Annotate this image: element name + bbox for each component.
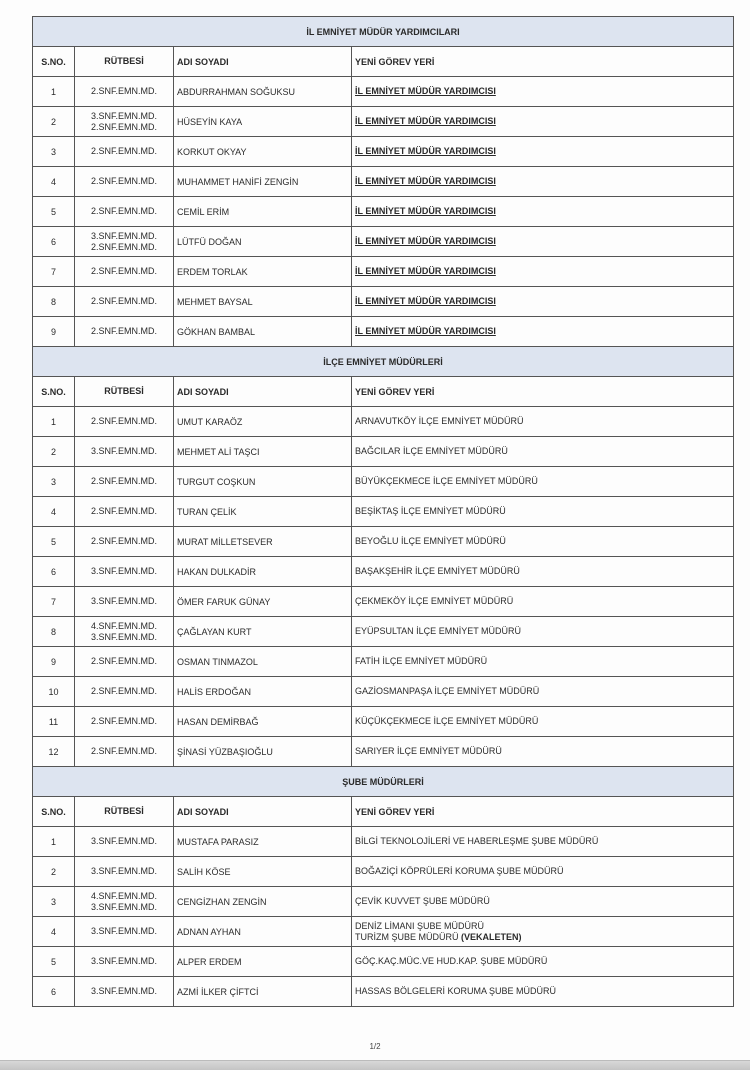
table-row: [33, 527, 734, 557]
column-header-row: [33, 377, 734, 407]
table-row: [33, 647, 734, 677]
name-cell: MURAT MİLLETSEVER: [174, 527, 352, 557]
rank-cell: [75, 287, 174, 317]
row-number: 6: [33, 977, 75, 1007]
name-cell: CEMİL ERİM: [174, 197, 352, 227]
column-header-name: ADI SOYADI: [174, 797, 352, 827]
row-number: 5: [33, 947, 75, 977]
destination-cell: [352, 107, 734, 137]
rank-cell: [75, 857, 174, 887]
table-row: [33, 887, 734, 917]
rank-value: 3.SNF.EMN.MD.: [90, 836, 157, 846]
table-row: [33, 257, 734, 287]
rank-cell: [75, 317, 174, 347]
table-row: [33, 77, 734, 107]
rank-value: 3.SNF.EMN.MD.: [90, 956, 157, 966]
table-row: [33, 677, 734, 707]
destination-cell: [352, 317, 734, 347]
table-row: [33, 737, 734, 767]
rank-value: 2.SNF.EMN.MD.: [90, 416, 157, 426]
rank-cell: [75, 107, 174, 137]
destination-text: İL EMNİYET MÜDÜR YARDIMCISI: [355, 236, 496, 246]
rank-cell: [75, 827, 174, 857]
table-row: [33, 977, 734, 1007]
row-number: 8: [33, 287, 75, 317]
name-cell: MUHAMMET HANİFİ ZENGİN: [174, 167, 352, 197]
row-number: 4: [33, 167, 75, 197]
page-number: 1/2: [369, 1042, 381, 1051]
destination-cell: [352, 977, 734, 1007]
rank-value: 2.SNF.EMN.MD.: [90, 536, 157, 546]
destination-text: BAĞCILAR İLÇE EMNİYET MÜDÜRÜ: [355, 446, 508, 456]
row-number: 5: [33, 527, 75, 557]
section-title: İL EMNİYET MÜDÜR YARDIMCILARI: [33, 17, 734, 47]
rank-value: 3.SNF.EMN.MD.: [90, 446, 157, 456]
rank-cell: [75, 557, 174, 587]
destination-text: DENİZ LİMANI ŞUBE MÜDÜRÜ: [355, 920, 485, 931]
destination-text: BAŞAKŞEHİR İLÇE EMNİYET MÜDÜRÜ: [355, 566, 520, 576]
table-row: [33, 437, 734, 467]
destination-text-2: [355, 932, 730, 943]
destination-cell: [352, 947, 734, 977]
name-cell: AZMİ İLKER ÇİFTCİ: [174, 977, 352, 1007]
row-number: 4: [33, 497, 75, 527]
rank-value: 3.SNF.EMN.MD.: [90, 986, 157, 996]
name-cell: HAKAN DULKADİR: [174, 557, 352, 587]
rank-value: 3.SNF.EMN.MD.: [90, 926, 157, 936]
rank-cell: [75, 467, 174, 497]
name-cell: ALPER ERDEM: [174, 947, 352, 977]
rank-cell: [75, 227, 174, 257]
rank-value: 3.SNF.EMN.MD.: [90, 866, 157, 876]
row-number: 2: [33, 107, 75, 137]
name-cell: HALİS ERDOĞAN: [174, 677, 352, 707]
row-number: 4: [33, 917, 75, 947]
rank-value: 2.SNF.EMN.MD.: [90, 176, 157, 186]
destination-text: İL EMNİYET MÜDÜR YARDIMCISI: [355, 296, 496, 306]
destination-cell: [352, 707, 734, 737]
destination-text: BEŞİKTAŞ İLÇE EMNİYET MÜDÜRÜ: [355, 506, 506, 516]
table-row: [33, 227, 734, 257]
destination-cell: [352, 827, 734, 857]
rank-value: 2.SNF.EMN.MD.: [90, 506, 157, 516]
name-cell: ŞİNASİ YÜZBAŞIOĞLU: [174, 737, 352, 767]
rank-cell: [75, 677, 174, 707]
row-number: 2: [33, 437, 75, 467]
name-cell: ERDEM TORLAK: [174, 257, 352, 287]
table-row: [33, 167, 734, 197]
destination-text: SARIYER İLÇE EMNİYET MÜDÜRÜ: [355, 746, 502, 756]
rank-value: 2.SNF.EMN.MD.: [90, 121, 157, 132]
destination-cell: [352, 197, 734, 227]
row-number: 8: [33, 617, 75, 647]
name-cell: LÜTFÜ DOĞAN: [174, 227, 352, 257]
name-cell: ÖMER FARUK GÜNAY: [174, 587, 352, 617]
destination-text: İL EMNİYET MÜDÜR YARDIMCISI: [355, 206, 496, 216]
rank-cell: [75, 737, 174, 767]
name-cell: SALİH KÖSE: [174, 857, 352, 887]
rank-cell: [75, 497, 174, 527]
name-cell: KORKUT OKYAY: [174, 137, 352, 167]
destination-text: ARNAVUTKÖY İLÇE EMNİYET MÜDÜRÜ: [355, 416, 524, 426]
destination-text: EYÜPSULTAN İLÇE EMNİYET MÜDÜRÜ: [355, 626, 522, 636]
column-header-rank: RÜTBESİ: [75, 797, 174, 827]
row-number: 2: [33, 857, 75, 887]
rank-cell: [75, 407, 174, 437]
destination-text: İL EMNİYET MÜDÜR YARDIMCISI: [355, 266, 496, 276]
name-cell: UMUT KARAÖZ: [174, 407, 352, 437]
rank-value: 2.SNF.EMN.MD.: [90, 686, 157, 696]
table-row: [33, 467, 734, 497]
table-row: [33, 917, 734, 947]
column-header-sno: S.NO.: [33, 377, 75, 407]
column-header-dest: YENİ GÖREV YERİ: [352, 47, 734, 77]
row-number: 11: [33, 707, 75, 737]
rank-cell: [75, 587, 174, 617]
section-title: İLÇE EMNİYET MÜDÜRLERİ: [33, 347, 734, 377]
section-title: ŞUBE MÜDÜRLERİ: [33, 767, 734, 797]
destination-cell: [352, 137, 734, 167]
destination-cell: [352, 257, 734, 287]
rank-value: 3.SNF.EMN.MD.: [90, 901, 157, 912]
column-header-row: [33, 797, 734, 827]
row-number: 1: [33, 407, 75, 437]
rank-value: 2.SNF.EMN.MD.: [90, 296, 157, 306]
rank-value: 3.SNF.EMN.MD.: [90, 110, 157, 121]
name-cell: MEHMET BAYSAL: [174, 287, 352, 317]
rank-value: 3.SNF.EMN.MD.: [90, 596, 157, 606]
column-header-dest: YENİ GÖREV YERİ: [352, 377, 734, 407]
column-header-name: ADI SOYADI: [174, 47, 352, 77]
destination-cell: [352, 497, 734, 527]
rank-value: 2.SNF.EMN.MD.: [90, 326, 157, 336]
destination-cell: [352, 857, 734, 887]
name-cell: ABDURRAHMAN SOĞUKSU: [174, 77, 352, 107]
destination-cell: [352, 887, 734, 917]
section-header-row: [33, 17, 734, 47]
destination-cell: [352, 437, 734, 467]
destination-text: ÇEKMEKÖY İLÇE EMNİYET MÜDÜRÜ: [355, 596, 514, 606]
section-header-row: [33, 767, 734, 797]
name-cell: HASAN DEMİRBAĞ: [174, 707, 352, 737]
row-number: 3: [33, 887, 75, 917]
destination-cell: [352, 77, 734, 107]
row-number: 3: [33, 137, 75, 167]
destination-cell: [352, 737, 734, 767]
destination-cell: [352, 167, 734, 197]
rank-value: 4.SNF.EMN.MD.: [90, 890, 157, 901]
destination-text: HASSAS BÖLGELERİ KORUMA ŞUBE MÜDÜRÜ: [355, 986, 557, 996]
destination-text: GAZİOSMANPAŞA İLÇE EMNİYET MÜDÜRÜ: [355, 686, 540, 696]
rank-value: 3.SNF.EMN.MD.: [90, 566, 157, 576]
column-header-dest: YENİ GÖREV YERİ: [352, 797, 734, 827]
column-header-sno: S.NO.: [33, 47, 75, 77]
destination-text: ÇEVİK KUVVET ŞUBE MÜDÜRÜ: [355, 896, 490, 906]
destination-text: BEYOĞLU İLÇE EMNİYET MÜDÜRÜ: [355, 536, 506, 546]
rank-cell: [75, 77, 174, 107]
name-cell: OSMAN TINMAZOL: [174, 647, 352, 677]
column-header-rank: RÜTBESİ: [75, 377, 174, 407]
row-number: 7: [33, 257, 75, 287]
name-cell: GÖKHAN BAMBAL: [174, 317, 352, 347]
destination-text: FATİH İLÇE EMNİYET MÜDÜRÜ: [355, 656, 488, 666]
rank-value: 2.SNF.EMN.MD.: [90, 716, 157, 726]
destination-cell: [352, 227, 734, 257]
acting-label: (VEKALETEN): [461, 931, 522, 942]
rank-value: 2.SNF.EMN.MD.: [90, 206, 157, 216]
row-number: 6: [33, 227, 75, 257]
column-header-name: ADI SOYADI: [174, 377, 352, 407]
destination-cell: [352, 917, 734, 947]
rank-cell: [75, 947, 174, 977]
name-cell: HÜSEYİN KAYA: [174, 107, 352, 137]
destination-text: GÖÇ.KAÇ.MÜC.VE HUD.KAP. ŞUBE MÜDÜRÜ: [355, 956, 548, 966]
table-row: [33, 287, 734, 317]
row-number: 3: [33, 467, 75, 497]
rank-cell: [75, 527, 174, 557]
row-number: 1: [33, 827, 75, 857]
rank-cell: [75, 167, 174, 197]
name-cell: ÇAĞLAYAN KURT: [174, 617, 352, 647]
assignments-table: [32, 16, 734, 1007]
rank-value: 2.SNF.EMN.MD.: [90, 746, 157, 756]
table-row: [33, 827, 734, 857]
destination-cell: [352, 287, 734, 317]
table-row: [33, 857, 734, 887]
table-row: [33, 617, 734, 647]
table-row: [33, 137, 734, 167]
rank-cell: [75, 437, 174, 467]
destination-cell: [352, 617, 734, 647]
table-row: [33, 587, 734, 617]
destination-text: İL EMNİYET MÜDÜR YARDIMCISI: [355, 176, 496, 186]
row-number: 9: [33, 647, 75, 677]
name-cell: TURGUT COŞKUN: [174, 467, 352, 497]
table-row: [33, 557, 734, 587]
rank-value: 2.SNF.EMN.MD.: [90, 656, 157, 666]
name-cell: CENGİZHAN ZENGİN: [174, 887, 352, 917]
row-number: 7: [33, 587, 75, 617]
table-row: [33, 407, 734, 437]
destination-text: İL EMNİYET MÜDÜR YARDIMCISI: [355, 116, 496, 126]
row-number: 9: [33, 317, 75, 347]
section-header-row: [33, 347, 734, 377]
table-row: [33, 707, 734, 737]
destination-text: KÜÇÜKÇEKMECE İLÇE EMNİYET MÜDÜRÜ: [355, 716, 539, 726]
row-number: 6: [33, 557, 75, 587]
destination-text: BOĞAZİÇİ KÖPRÜLERİ KORUMA ŞUBE MÜDÜRÜ: [355, 866, 564, 876]
rank-cell: [75, 617, 174, 647]
rank-cell: [75, 977, 174, 1007]
destination-text: BİLGİ TEKNOLOJİLERİ VE HABERLEŞME ŞUBE MÜDÜRÜ: [355, 836, 599, 846]
rank-value: 2.SNF.EMN.MD.: [90, 86, 157, 96]
destination-text-secondary: TURİZM ŞUBE MÜDÜRÜ: [355, 931, 459, 942]
table-row: [33, 497, 734, 527]
rank-value: 2.SNF.EMN.MD.: [90, 241, 157, 252]
column-header-row: [33, 47, 734, 77]
rank-value: 4.SNF.EMN.MD.: [90, 620, 157, 631]
rank-cell: [75, 257, 174, 287]
row-number: 10: [33, 677, 75, 707]
column-header-rank: RÜTBESİ: [75, 47, 174, 77]
destination-text: BÜYÜKÇEKMECE İLÇE EMNİYET MÜDÜRÜ: [355, 476, 538, 486]
row-number: 5: [33, 197, 75, 227]
name-cell: TURAN ÇELİK: [174, 497, 352, 527]
rank-cell: [75, 647, 174, 677]
destination-cell: [352, 467, 734, 497]
rank-cell: [75, 707, 174, 737]
rank-cell: [75, 137, 174, 167]
table-row: [33, 317, 734, 347]
destination-text: İL EMNİYET MÜDÜR YARDIMCISI: [355, 86, 496, 96]
rank-value: 2.SNF.EMN.MD.: [90, 476, 157, 486]
table-row: [33, 107, 734, 137]
table-row: [33, 197, 734, 227]
row-number: 1: [33, 77, 75, 107]
rank-value: 2.SNF.EMN.MD.: [90, 266, 157, 276]
rank-cell: [75, 197, 174, 227]
destination-cell: [352, 647, 734, 677]
name-cell: MEHMET ALİ TAŞCI: [174, 437, 352, 467]
destination-cell: [352, 587, 734, 617]
destination-cell: [352, 407, 734, 437]
destination-cell: [352, 557, 734, 587]
destination-cell: [352, 527, 734, 557]
column-header-sno: S.NO.: [33, 797, 75, 827]
rank-value: 3.SNF.EMN.MD.: [90, 230, 157, 241]
destination-cell: [352, 677, 734, 707]
name-cell: MUSTAFA PARASIZ: [174, 827, 352, 857]
rank-cell: [75, 887, 174, 917]
rank-value: 3.SNF.EMN.MD.: [90, 631, 157, 642]
rank-cell: [75, 917, 174, 947]
row-number: 12: [33, 737, 75, 767]
destination-text: İL EMNİYET MÜDÜR YARDIMCISI: [355, 146, 496, 156]
name-cell: ADNAN AYHAN: [174, 917, 352, 947]
table-row: [33, 947, 734, 977]
rank-value: 2.SNF.EMN.MD.: [90, 146, 157, 156]
destination-text: İL EMNİYET MÜDÜR YARDIMCISI: [355, 326, 496, 336]
